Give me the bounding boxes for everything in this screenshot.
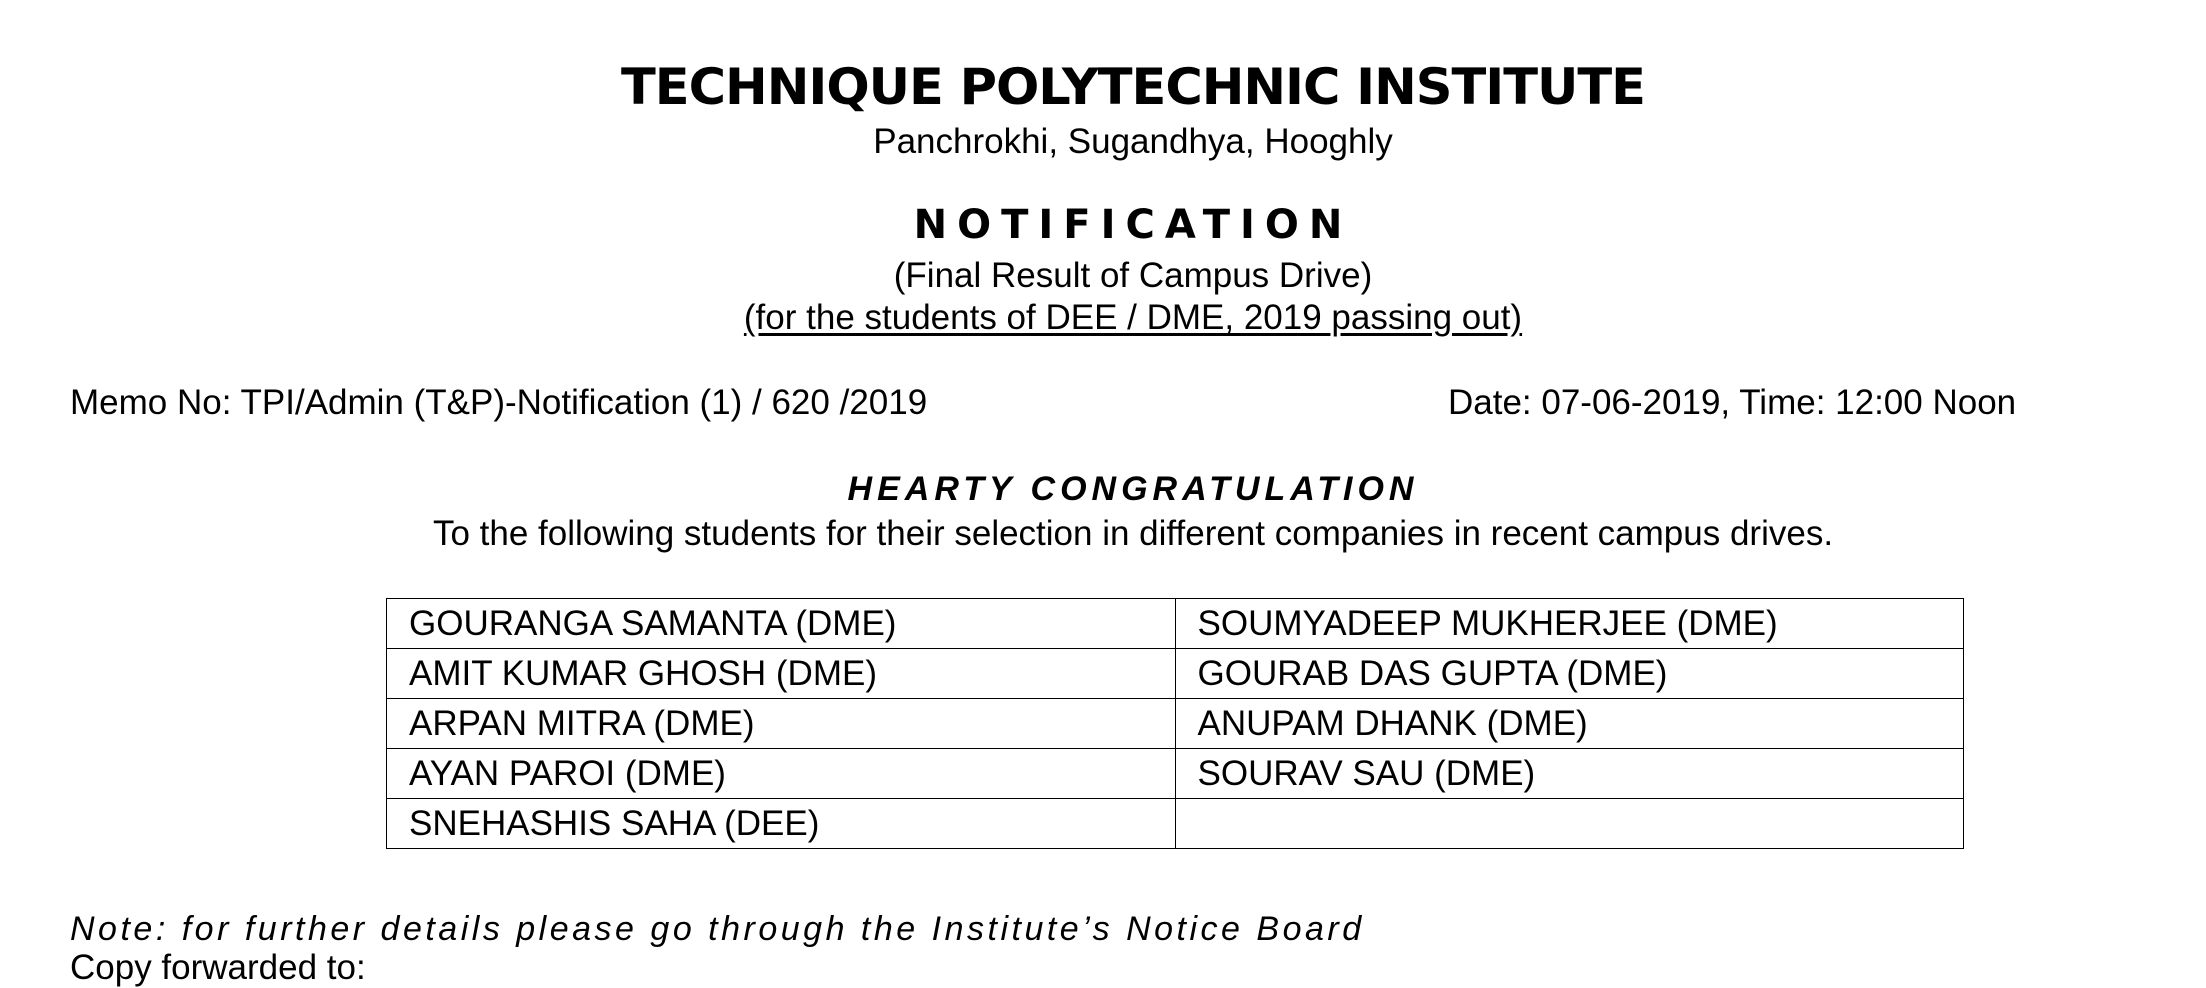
table-row [387,799,1964,849]
student-name-cell: SOURAV SAU (DME) [1175,749,1964,799]
notification-title: NOTIFICATION [913,202,1353,248]
memo-date: Date: 07-06-2019, Time: 12:00 Noon [1448,383,2017,422]
student-name-cell: ANUPAM DHANK (DME) [1175,699,1964,749]
notification-subtitle: (Final Result of Campus Drive) [893,256,1373,295]
student-name-cell: SNEHASHIS SAHA (DEE) [387,799,1176,849]
table-row [387,749,1964,799]
student-name-cell: AYAN PAROI (DME) [387,749,1176,799]
congratulation-heading: HEARTY CONGRATULATION [847,470,1419,508]
institute-title: TECHNIQUE POLYTECHNIC INSTITUTE [621,58,1645,116]
memo-number: Memo No: TPI/Admin (T&P)-Notification (1) / 620 /2019 [70,383,928,422]
congratulation-intro: To the following students for their selection in different companies in recent campus drives. [432,514,1834,553]
footer-note: Note: for further details please go through the Institute’s Notice Board [70,910,1365,948]
institute-address: Panchrokhi, Sugandhya, Hooghly [873,122,1393,161]
selected-students-table [386,598,1964,849]
student-name-cell: AMIT KUMAR GHOSH (DME) [387,649,1176,699]
notification-scope: (for the students of DEE / DME, 2019 passing out) [743,298,1523,337]
student-name-cell: ARPAN MITRA (DME) [387,699,1176,749]
table-row [387,649,1964,699]
footer-cut-text: Copy forwarded to: [70,948,366,987]
student-name-cell: GOURAB DAS GUPTA (DME) [1175,649,1964,699]
table-row [387,699,1964,749]
student-name-cell: SOUMYADEEP MUKHERJEE (DME) [1175,599,1964,649]
student-name-cell: GOURANGA SAMANTA (DME) [387,599,1176,649]
student-name-cell [1175,799,1964,849]
table-row [387,599,1964,649]
